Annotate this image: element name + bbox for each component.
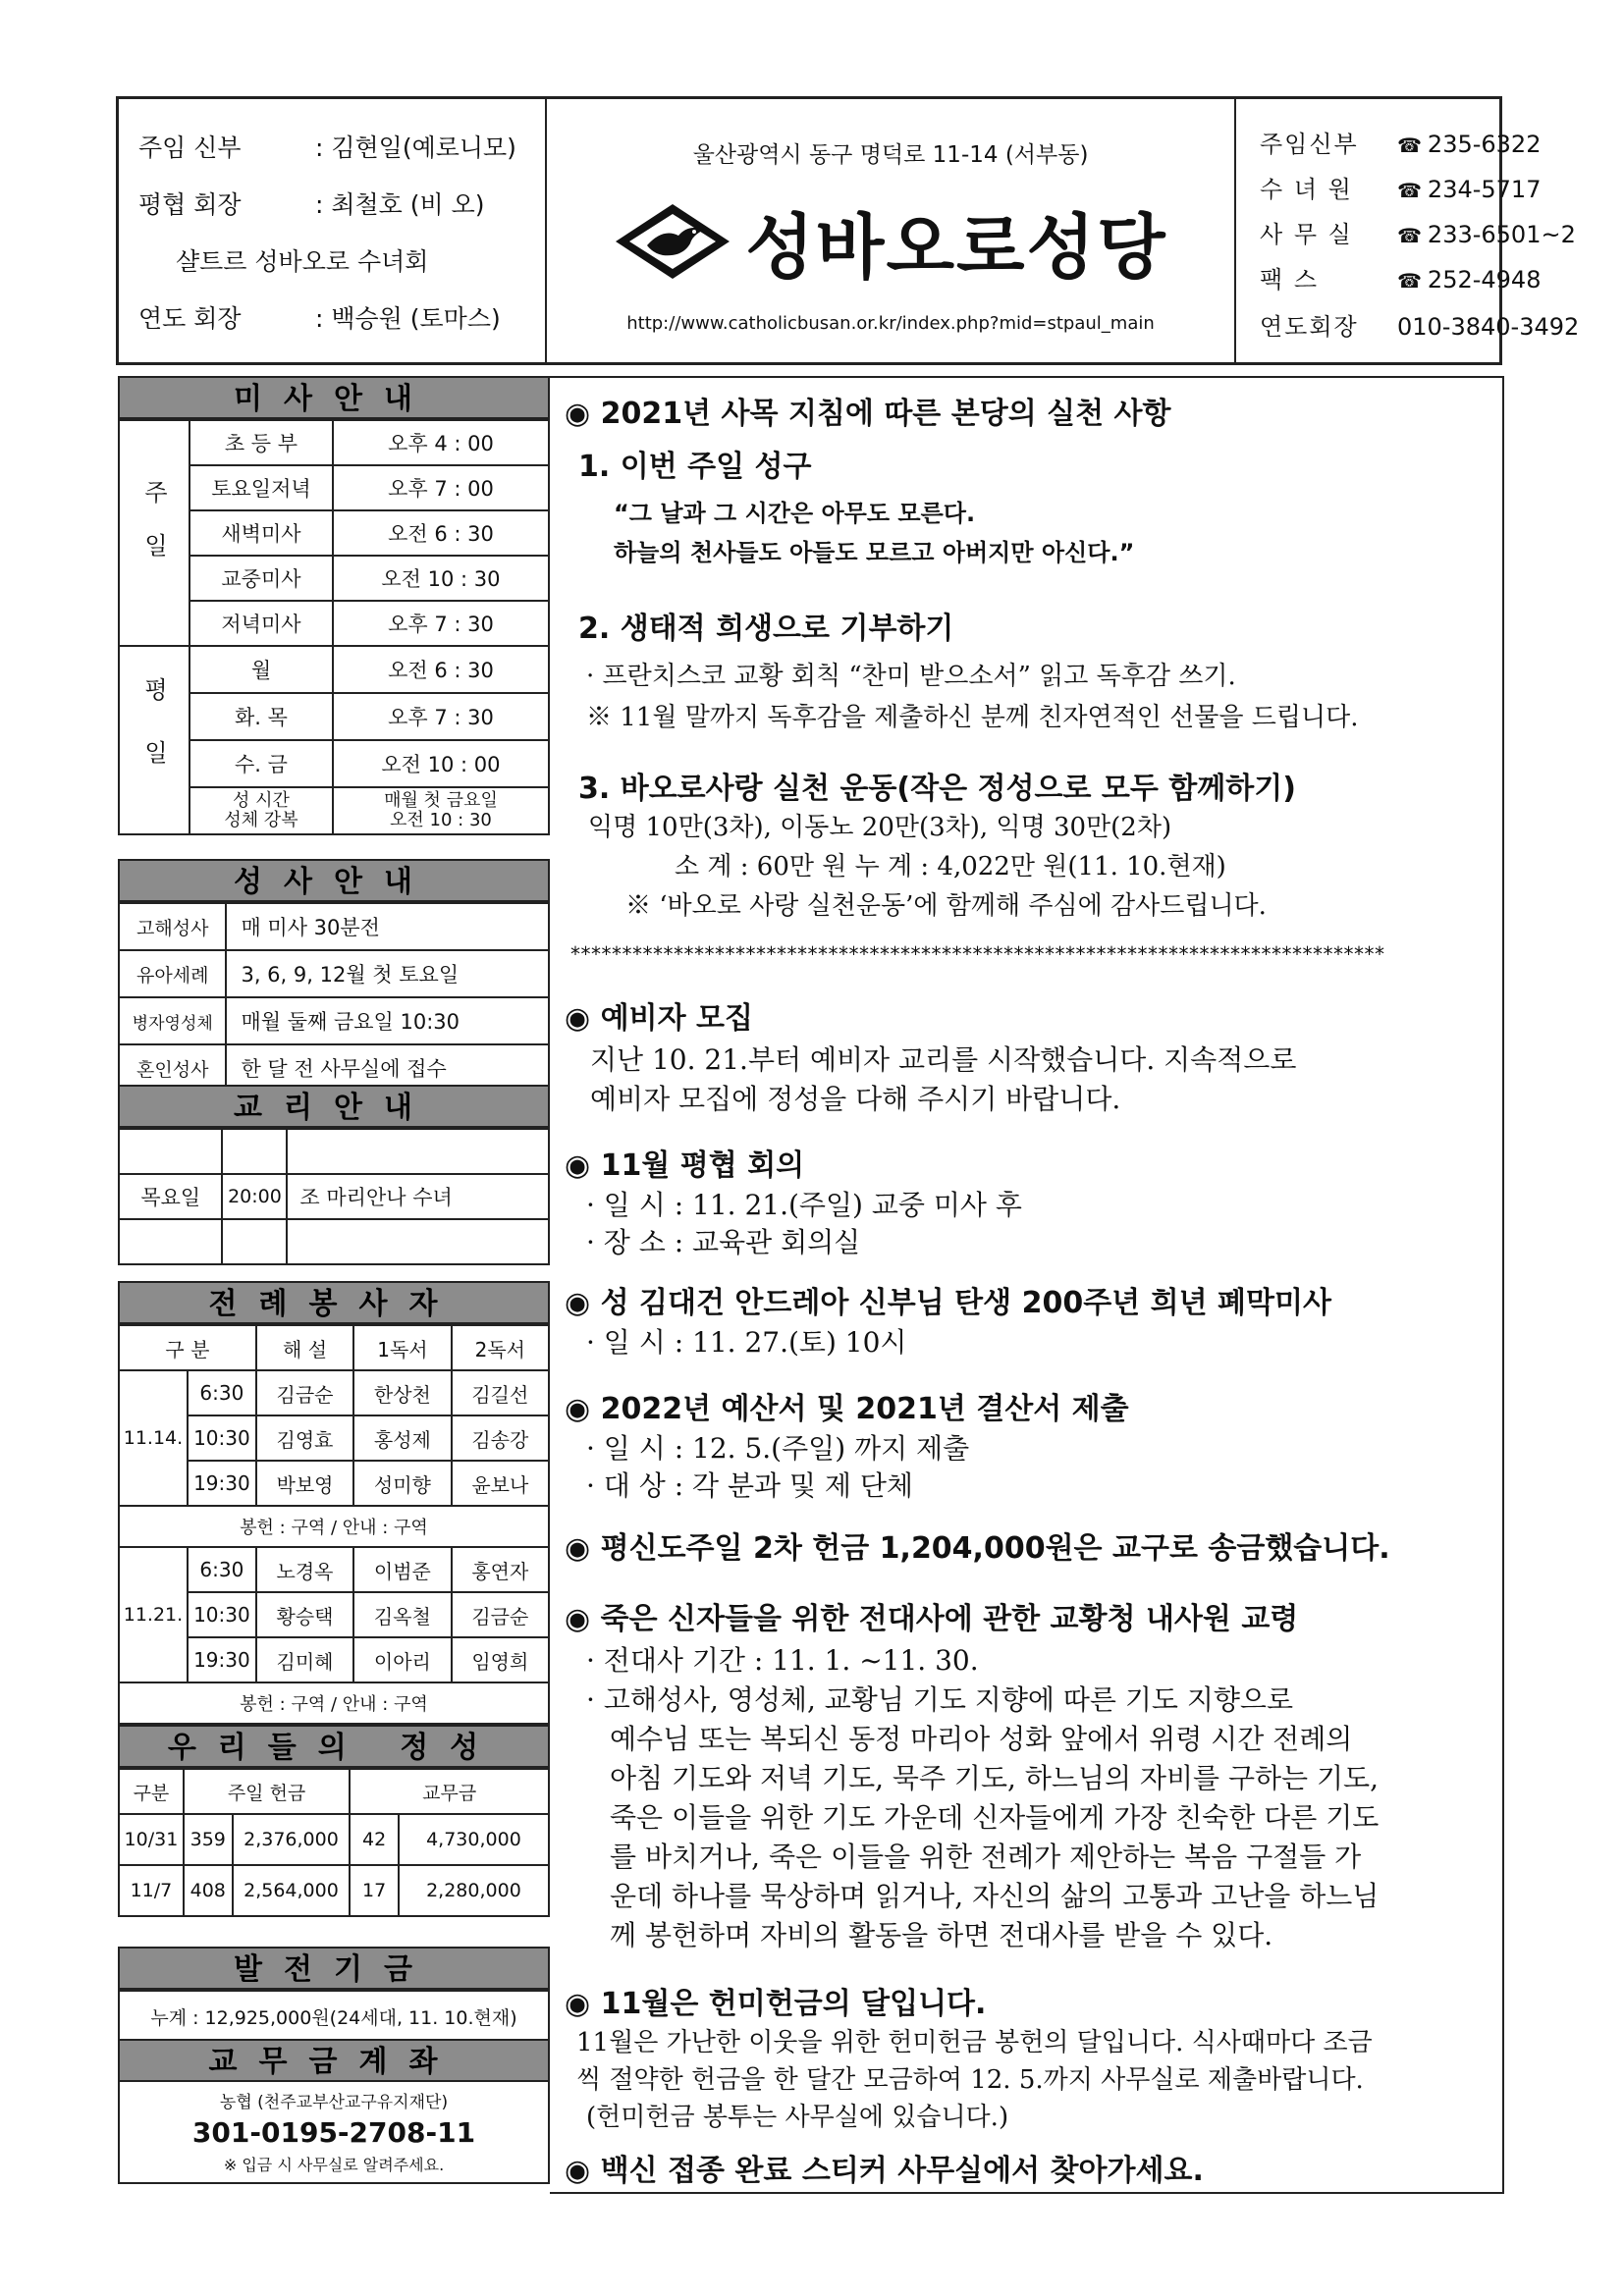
church-masthead [547,99,1234,362]
offering-count: 17 [350,1865,399,1916]
contact-label: 사 무 실 [1260,221,1353,248]
mass-name: 월 [189,646,333,693]
sacrament-name: 혼인성사 [119,1044,226,1092]
church-logo-area [547,192,1234,291]
mass-name: 새벽미사 [189,510,333,556]
offering-amount: 2,564,000 [233,1865,351,1916]
budget-line: · 대 상 : 각 분과 및 제 단체 [586,1469,913,1502]
table-row [119,1682,549,1724]
table-row [119,1769,549,1814]
divider-line: ******************************************************************************* [570,942,1385,966]
minister-note: 봉헌 : 구역 / 안내 : 구역 [119,1682,549,1724]
sacrament-value: 매월 둘째 금요일 10:30 [226,997,549,1044]
account-note: ※ 입금 시 사무실로 알려주세요. [223,2156,445,2174]
section-scripture-title: 1. 이번 주일 성구 [578,450,812,484]
minister-time: 10:30 [188,1415,256,1461]
bulletin-header [116,96,1580,365]
mass-name: 초 등 부 [189,420,333,465]
indulgence-line: 죽은 이들을 위한 기도 가운데 신자들에게 가장 친숙한 다른 기도 [610,1801,1380,1834]
minister-header: 1독서 [353,1325,451,1370]
indulgence-title: ◉ 죽은 신자들을 위한 전대사에 관한 교황청 내사원 교령 [565,1602,1299,1636]
council-president-label: 평협 회장 [138,190,242,219]
contact-number: 234-5717 [1427,176,1542,203]
minister-name: 김영효 [256,1415,353,1461]
minister-name: 한상천 [353,1370,451,1415]
collection-remitted-title: ◉ 평신도주일 2차 헌금 1,204,000원은 교구로 송금했습니다. [565,1531,1390,1566]
indulgence-line: 께 봉헌하며 자비의 활동을 하면 전대사를 받을 수 있다. [610,1919,1273,1951]
love-thanks: ※ ‘바오로 사랑 실천운동’에 함께해 주심에 감사드립니다. [625,891,1267,921]
prayer-president-label: 연도 회장 [138,304,242,333]
sunday-group-label: 주일 [119,420,189,646]
offering-amount: 4,730,000 [399,1814,549,1865]
minister-date: 11.14. [119,1370,188,1506]
council-meeting-line: · 장 소 : 교육관 회의실 [586,1226,861,1258]
offering-header: 교무금 [350,1769,549,1814]
love-line: 익명 10만(3차), 이동노 20만(3차), 익명 30만(2차) [588,813,1172,842]
church-address: 울산광역시 동구 명덕로 11-14 (서부동) [692,142,1089,168]
minister-header: 해 설 [256,1325,353,1370]
catechism-time: 20:00 [222,1174,287,1219]
council-president-row [138,186,485,221]
minister-name: 윤보나 [452,1461,549,1506]
contact-label: 연도회장 [1260,313,1359,341]
phone-icon: ☎ [1397,224,1422,247]
table-row [119,1174,549,1219]
council-meeting-line: · 일 시 : 11. 21.(주일) 교중 미사 후 [586,1189,1022,1221]
rice-offering-line: (헌미헌금 봉투는 사무실에 있습니다.) [586,2103,1009,2132]
sacrament-name: 고해성사 [119,903,226,950]
phone-icon: ☎ [1397,269,1422,293]
section-love-title: 3. 바오로사랑 실천 운동(작은 정성으로 모두 함께하기) [578,772,1296,806]
fund-section-title: 발전기금 [118,1947,550,1990]
table-row [119,1547,549,1592]
account-bank: 농협 (천주교부산교구유지재단) [219,2093,449,2112]
council-president-value: : 최철호 (비 오) [315,190,485,219]
minister-name: 홍연자 [452,1547,549,1592]
announcements [565,373,1507,2189]
sacrament-value: 한 달 전 사무실에 접수 [226,1044,549,1092]
minister-name: 임영희 [452,1637,549,1682]
mass-name: 성 시간 성체 강복 [189,787,333,834]
sacrament-value: 매 미사 30분전 [226,903,549,950]
indulgence-line: 아침 기도와 저녁 기도, 묵주 기도, 하느님의 자비를 구하는 기도, [610,1762,1380,1794]
indulgence-line: · 전대사 기간 : 11. 1. ~11. 30. [586,1644,979,1677]
catechism-table [118,1128,550,1265]
offering-date: 11/7 [119,1865,184,1916]
minister-time: 10:30 [188,1592,256,1637]
indulgence-line: 를 바치거나, 죽은 이들을 위한 전례가 제안하는 복음 구절들 가 [610,1841,1362,1873]
minister-name: 김옥철 [353,1592,451,1637]
mass-time: 오후 7 : 00 [333,465,549,510]
jubilee-mass-line: · 일 시 : 11. 27.(토) 10시 [586,1326,907,1359]
mass-name: 토요일저녁 [189,465,333,510]
catechumen-line: 지난 10. 21.부터 예비자 교리를 시작했습니다. 지속적으로 [590,1043,1297,1076]
offering-count: 408 [184,1865,233,1916]
mass-time: 오후 7 : 30 [333,693,549,740]
table-row [119,1219,549,1264]
minister-time: 19:30 [188,1637,256,1682]
offering-section-title: 우리들의 정성 [118,1725,550,1768]
mass-time: 오전 10 : 30 [333,556,549,601]
sacrament-section-title: 성사안내 [118,859,550,902]
table-row [119,1325,549,1370]
jubilee-mass-title: ◉ 성 김대건 안드레아 신부님 탄생 200주년 희년 폐막미사 [565,1286,1331,1320]
minister-name: 성미향 [353,1461,451,1506]
table-row [119,950,549,997]
mass-time: 매월 첫 금요일 오전 10 : 30 [333,787,549,834]
table-row [119,1370,549,1415]
catechism-section-title: 교리안내 [118,1085,550,1128]
sacrament-name: 병자영성체 [119,997,226,1044]
pastor-label: 주임 신부 [138,133,242,162]
minister-name: 김금순 [256,1370,353,1415]
church-name: 성바오로성당 [745,206,1167,289]
minister-name: 박보영 [256,1461,353,1506]
contact-prayer-president [1260,307,1579,342]
phone-icon: ☎ [1397,179,1422,202]
offering-table [118,1768,550,1917]
minister-time: 6:30 [188,1370,256,1415]
account-box [118,2082,550,2184]
table-row [119,420,549,465]
minister-name: 이범준 [353,1547,451,1592]
scripture-line: “그 날과 그 시간은 아무도 모른다. [614,500,976,527]
mass-time: 오전 6 : 30 [333,646,549,693]
minister-header: 2독서 [452,1325,549,1370]
contact-list [1234,99,1580,362]
pastor-row [138,129,516,164]
catechism-day: 목요일 [119,1174,222,1219]
minister-name: 홍성제 [353,1415,451,1461]
minister-section-title: 전례봉사자 [118,1281,550,1324]
weekday-group-label: 평일 [119,646,189,834]
rice-offering-line: 씩 절약한 헌금을 한 달간 모금하여 12. 5.까지 사무실로 제출바랍니다. [576,2065,1364,2095]
fund-total: 누계 : 12,925,000원(24세대, 11. 10.현재) [119,1991,549,2042]
mass-section-title: 미사안내 [118,376,550,419]
mass-time: 오전 6 : 30 [333,510,549,556]
minister-time: 6:30 [188,1547,256,1592]
sisters-row [176,242,428,278]
pastoral-guidelines-title: ◉ 2021년 사목 지침에 따른 본당의 실천 사항 [565,397,1171,431]
table-row [119,903,549,950]
contact-number: 010-3840-3492 [1397,313,1580,341]
contact-number: 233-6501~2 [1427,221,1576,248]
minister-name: 이아리 [353,1637,451,1682]
offering-header: 구분 [119,1769,184,1814]
ecology-line: · 프란치스코 교황 회칙 “찬미 받으소서” 읽고 독후감 쓰기. [586,662,1236,691]
catechumen-line: 예비자 모집에 정성을 다해 주시기 바랍니다. [590,1083,1121,1115]
ecology-line: ※ 11월 말까지 독후감을 제출하신 분께 친자연적인 선물을 드립니다. [586,703,1359,732]
sidebar-info [118,376,550,2192]
scripture-line: 하늘의 천사들도 아들도 모르고 아버지만 아신다.” [614,539,1135,566]
mass-name: 교중미사 [189,556,333,601]
offering-amount: 2,280,000 [399,1865,549,1916]
contact-label: 수 녀 원 [1260,176,1353,203]
table-row [119,646,549,693]
contact-label: 주임신부 [1260,131,1359,158]
minister-date: 11.21. [119,1547,188,1682]
contact-number: 252-4948 [1427,266,1542,294]
table-row [119,1506,549,1547]
table-row [119,1865,549,1916]
offering-count: 42 [350,1814,399,1865]
catechumen-title: ◉ 예비자 모집 [565,1001,753,1036]
sacrament-value: 3, 6, 9, 12월 첫 토요일 [226,950,549,997]
table-row [119,997,549,1044]
prayer-president-row [138,299,501,335]
sisters-name: 샬트르 성바오로 수녀회 [176,247,429,276]
minister-name: 김미혜 [256,1637,353,1682]
contact-number: 235-6322 [1427,131,1542,158]
minister-header: 구 분 [119,1325,256,1370]
minister-note: 봉헌 : 구역 / 안내 : 구역 [119,1506,549,1547]
section-ecology-title: 2. 생태적 희생으로 기부하기 [578,612,954,646]
love-totals: 소 계 : 60만 원 누 계 : 4,022만 원(11. 10.현재) [675,852,1226,881]
vaccine-sticker-title: ◉ 백신 접종 완료 스티커 사무실에서 찾아가세요. [565,2154,1204,2188]
mass-name: 화. 목 [189,693,333,740]
sacrament-table [118,902,550,1093]
staff-info [119,99,547,362]
contact-fax [1260,260,1541,294]
council-meeting-title: ◉ 11월 평협 회의 [565,1148,805,1183]
table-row [119,1991,549,2042]
dove-logo-icon [614,202,731,281]
indulgence-line: 예수님 또는 복되신 동정 마리아 성화 앞에서 위령 시간 전례의 [610,1723,1353,1755]
mass-name: 저녁미사 [189,601,333,646]
church-website: http://www.catholicbusan.or.kr/index.php?mid=stpaul_main [626,313,1155,334]
table-row [119,1814,549,1865]
budget-line: · 일 시 : 12. 5.(주일) 까지 제출 [586,1432,970,1465]
minister-name: 황승택 [256,1592,353,1637]
offering-header: 주일 헌금 [184,1769,350,1814]
account-number: 301-0195-2708-11 [191,2116,476,2149]
indulgence-line: · 고해성사, 영성체, 교황님 기도 지향에 따른 기도 지향으로 [586,1683,1294,1716]
mass-time: 오전 10 : 00 [333,740,549,787]
mass-name: 수. 금 [189,740,333,787]
pastor-value: : 김현일(예로니모) [315,133,516,162]
sacrament-name: 유아세례 [119,950,226,997]
rice-offering-title: ◉ 11월은 헌미헌금의 달입니다. [565,1987,987,2021]
phone-icon: ☎ [1397,133,1422,157]
mass-time: 오후 4 : 00 [333,420,549,465]
offering-count: 359 [184,1814,233,1865]
account-section-title: 교무금계좌 [118,2039,550,2082]
minister-name: 김금순 [452,1592,549,1637]
offering-date: 10/31 [119,1814,184,1865]
minister-name: 김길선 [452,1370,549,1415]
contact-label: 팩 스 [1260,266,1319,294]
contact-pastor [1260,125,1541,159]
minister-table [118,1324,550,1725]
mass-table [118,419,550,835]
fund-table [118,1990,550,2043]
catechism-teacher: 조 마리안나 수녀 [287,1174,549,1219]
minister-time: 19:30 [188,1461,256,1506]
budget-title: ◉ 2022년 예산서 및 2021년 결산서 제출 [565,1392,1129,1426]
minister-name: 김송강 [452,1415,549,1461]
contact-office [1260,215,1576,249]
prayer-president-value: : 백승원 (토마스) [315,304,501,333]
rice-offering-line: 11월은 가난한 이웃을 위한 헌미헌금 봉헌의 달입니다. 식사때마다 조금 [576,2028,1373,2057]
table-row [119,1129,549,1174]
mass-time: 오후 7 : 30 [333,601,549,646]
indulgence-line: 운데 하나를 묵상하며 읽거나, 자신의 삶의 고통과 고난을 하느님 [610,1880,1380,1912]
contact-convent [1260,170,1541,204]
offering-amount: 2,376,000 [233,1814,351,1865]
minister-name: 노경옥 [256,1547,353,1592]
